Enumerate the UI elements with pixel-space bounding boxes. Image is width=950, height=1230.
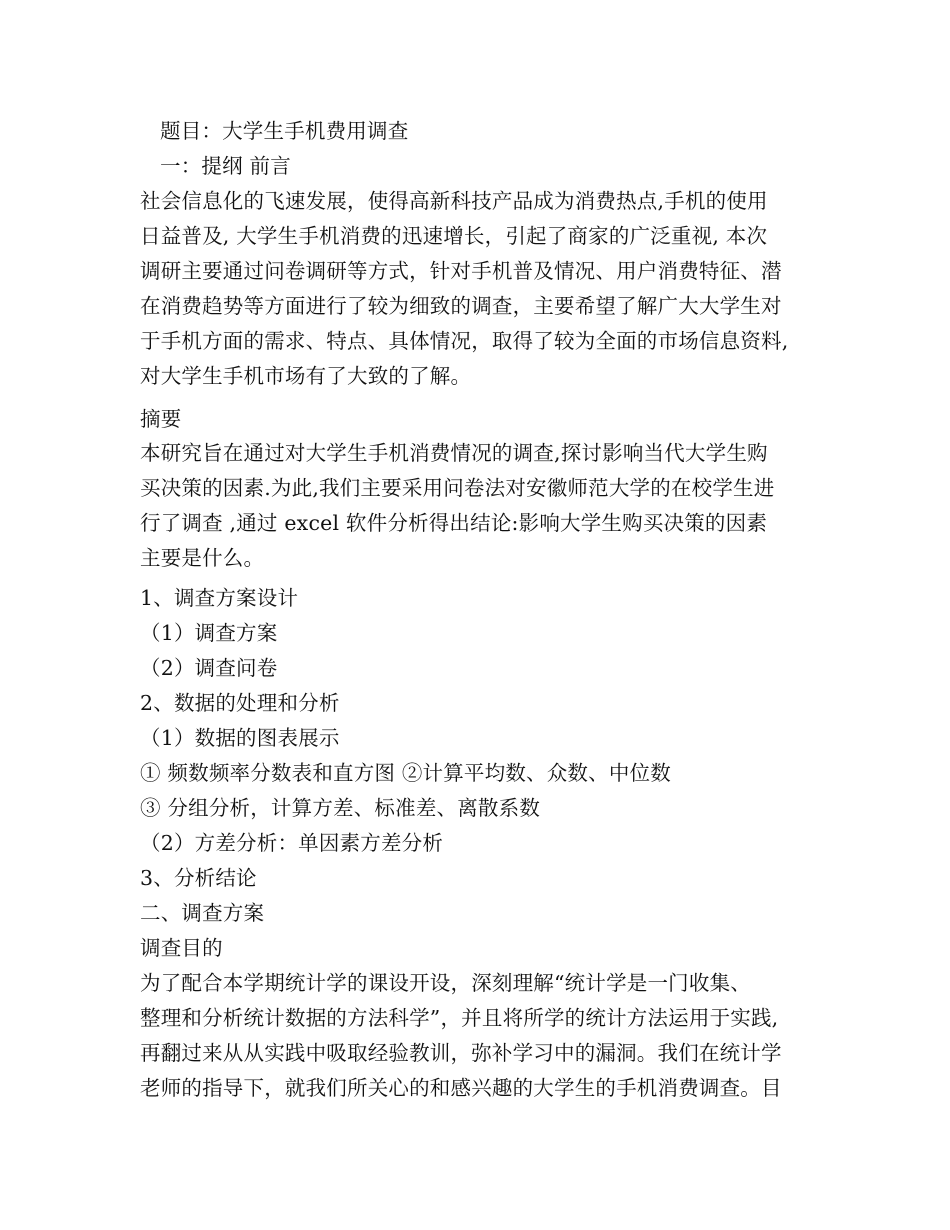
outline-item: （2）调查问卷 [140, 656, 278, 680]
preface-paragraph [140, 184, 820, 394]
purpose-paragraph [140, 966, 820, 1106]
abstract-line: 买决策的因素.为此,我们主要采用问卷法对安徽师范大学的在校学生进 [140, 476, 775, 500]
outline-item: 2、数据的处理和分析 [140, 691, 340, 715]
preface-line: 于手机方面的需求、特点、具体情况，取得了较为全面的市场信息资料, [140, 329, 789, 353]
outline-item: （1）数据的图表展示 [140, 726, 340, 750]
outline-item: ① 频数频率分数表和直方图 ②计算平均数、众数、中位数 [140, 761, 671, 785]
preface-line: 日益普及, 大学生手机消费的迅速增长，引起了商家的广泛重视, 本次 [140, 224, 768, 248]
purpose-line: 老师的指导下，就我们所关心的和感兴趣的大学生的手机消费调查。目 [140, 1076, 782, 1100]
preface-line: 社会信息化的飞速发展，使得高新科技产品成为消费热点,手机的使用 [140, 189, 768, 213]
abstract-heading: 摘要 [140, 407, 182, 431]
abstract-paragraph [140, 436, 820, 576]
outline-item: 3、分析结论 [140, 866, 257, 890]
purpose-line: 再翻过来从从实践中吸取经验教训，弥补学习中的漏洞。我们在统计学 [140, 1041, 782, 1065]
outline-item: （2）方差分析：单因素方差分析 [140, 831, 444, 855]
preface-line: 调研主要通过问卷调研等方式，针对手机普及情况、用户消费特征、潜 [140, 259, 782, 283]
outline-item: 1、调查方案设计 [140, 586, 299, 610]
purpose-line: 整理和分析统计数据的方法科学”，并且将所学的统计方法运用于实践, [140, 1006, 779, 1030]
outline-item: （1）调查方案 [140, 621, 278, 645]
abstract-line: 本研究旨在通过对大学生手机消费情况的调查,探讨影响当代大学生购 [140, 441, 768, 465]
preface-line: 对大学生手机市场有了大致的了解。 [140, 364, 472, 388]
document-title: 题目：大学生手机费用调查 [160, 119, 409, 143]
outline-item: ③ 分组分析，计算方差、标准差、离散系数 [140, 796, 541, 820]
outline-heading: 一：提纲 前言 [160, 154, 291, 178]
abstract-line: 主要是什么。 [140, 546, 265, 570]
subsection-heading: 调查目的 [140, 936, 223, 960]
section-heading: 二、调查方案 [140, 901, 265, 925]
purpose-line: 为了配合本学期统计学的课设开设，深刻理解“统计学是一门收集、 [140, 971, 751, 995]
abstract-line: 行了调查 ,通过 excel 软件分析得出结论:影响大学生购买决策的因素 [140, 511, 768, 535]
preface-line: 在消费趋势等方面进行了较为细致的调查，主要希望了解广大大学生对 [140, 294, 782, 318]
